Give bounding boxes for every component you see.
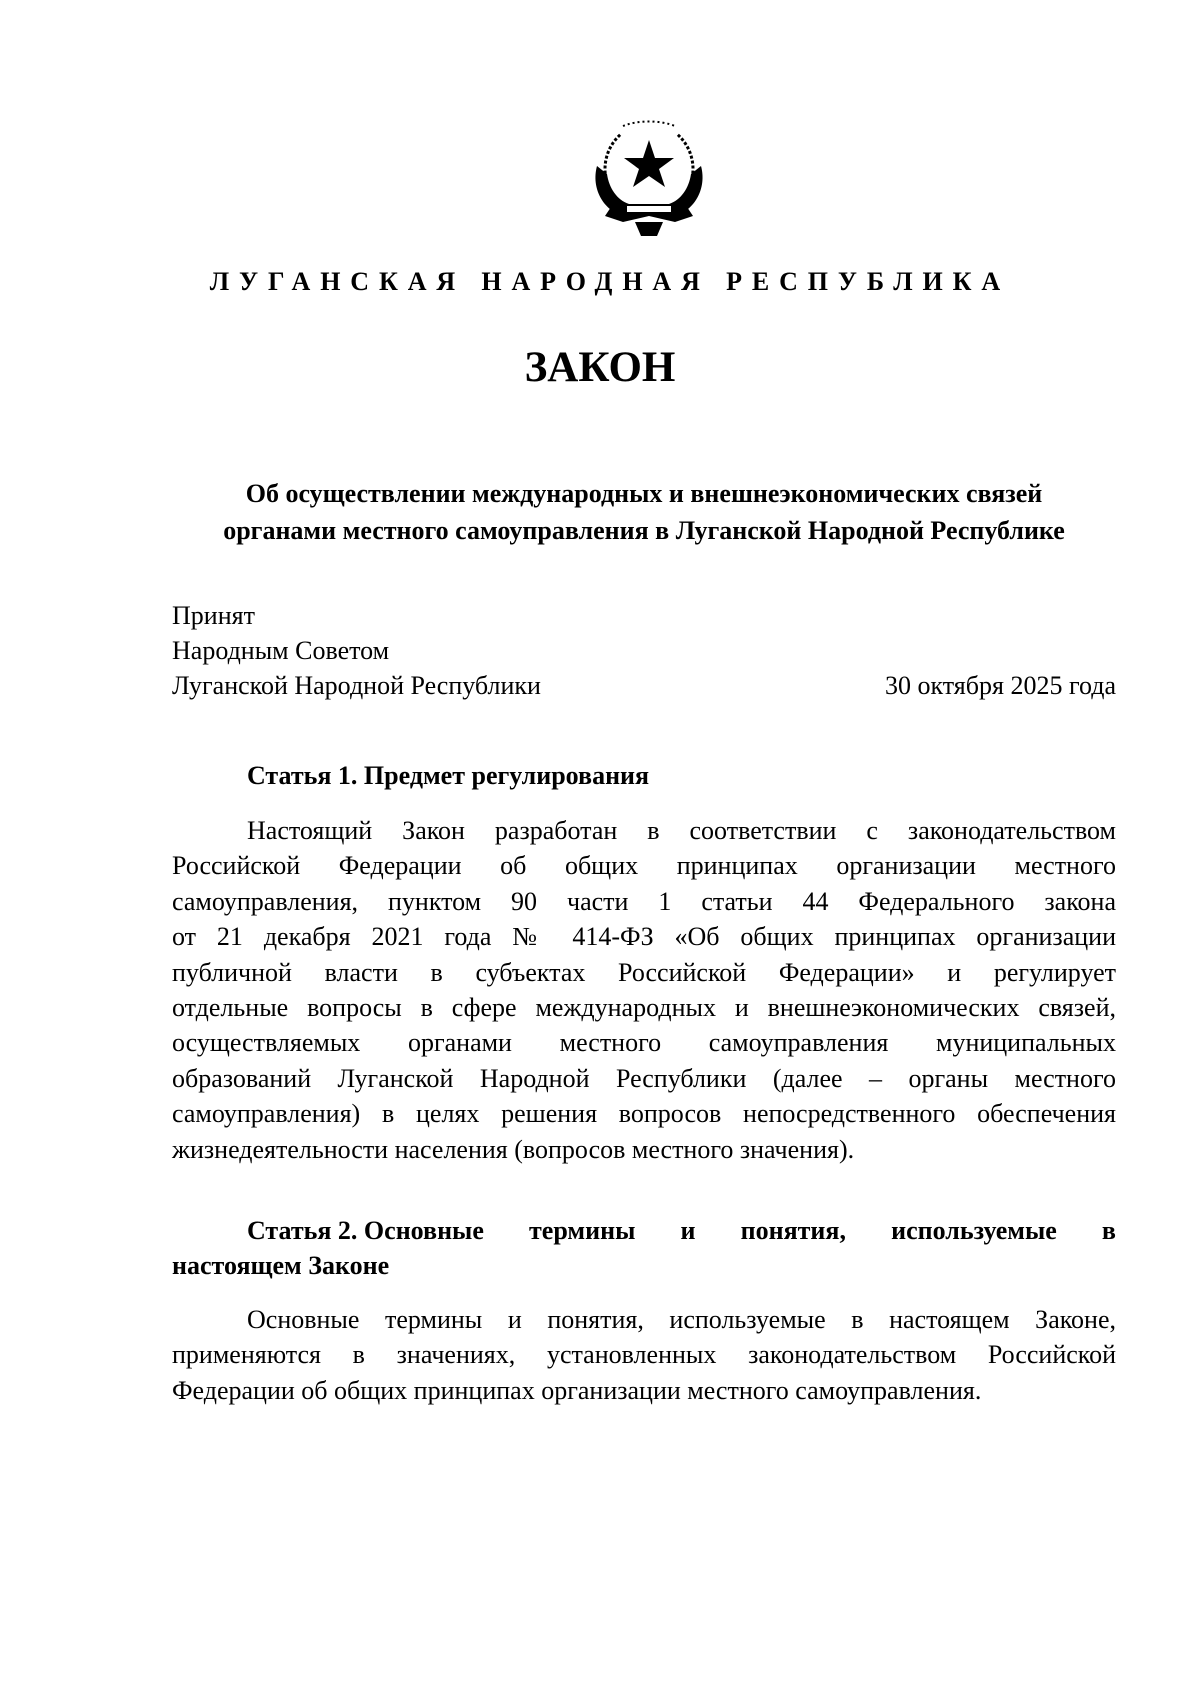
coat-of-arms-icon xyxy=(583,118,715,238)
heading-word: в xyxy=(1101,1216,1116,1245)
paragraph-line: Основные термины и понятия, используемые в настоящем Законе, xyxy=(247,1305,1116,1334)
adoption-line: Принят xyxy=(172,601,255,630)
paragraph-line: образований Луганской Народной Республики (далее – органы местного xyxy=(172,1063,1116,1093)
paragraph-line: осуществляемых органами местного самоуправления муниципальных xyxy=(172,1028,1116,1058)
law-subject-title xyxy=(172,475,1116,549)
heading-line xyxy=(172,1213,1116,1248)
article-2-paragraph xyxy=(172,1302,1116,1408)
heading-line: настоящем Законе xyxy=(172,1251,390,1281)
paragraph-line: Федерации об общих принципах организации местного самоуправления. xyxy=(172,1375,982,1405)
paragraph-line: самоуправления) в целях решения вопросов непосредственного обеспечения xyxy=(172,1099,1116,1129)
document-type-title: ЗАКОН xyxy=(524,344,676,391)
paragraph-line: Настоящий Закон разработан в соответствии с законодательством xyxy=(247,816,1116,845)
paragraph-line: применяются в значениях, установленных законодательством Российской xyxy=(172,1340,1116,1370)
adoption-block xyxy=(172,598,1116,703)
paragraph-line: жизнедеятельности населения (вопросов местного значения). xyxy=(172,1134,855,1164)
heading-word: и xyxy=(680,1216,696,1245)
adoption-date: 30 октября 2025 года xyxy=(885,671,1116,700)
heading-word: понятия, xyxy=(740,1216,846,1245)
republic-name: ЛУГАНСКАЯ НАРОДНАЯ РЕСПУБЛИКА xyxy=(209,267,1010,296)
article-1-paragraph xyxy=(172,813,1116,1167)
article-2-heading xyxy=(172,1213,1116,1284)
adoption-row xyxy=(172,668,1116,703)
paragraph-line: от 21 декабря 2021 года № 414-ФЗ «Об общих принципах организации xyxy=(172,922,1116,952)
law-subject-line: Об осуществлении международных и внешнеэкономических связей xyxy=(245,479,1043,508)
paragraph-line: публичной власти в субъектах Российской Федерации» и регулирует xyxy=(172,957,1116,987)
law-subject-line: органами местного самоуправления в Луганской Народной Республике xyxy=(223,516,1065,545)
article-1-heading: Статья 1. Предмет регулирования xyxy=(247,761,650,790)
paragraph-line: отдельные вопросы в сфере международных и внешнеэкономических связей, xyxy=(172,993,1116,1023)
adoption-line: Народным Советом xyxy=(172,636,390,665)
paragraph-line: самоуправления, пунктом 90 части 1 статьи 44 Федерального закона xyxy=(172,886,1116,916)
heading-word: Статья 2. Основные xyxy=(247,1216,484,1245)
heading-word: используемые xyxy=(891,1216,1057,1245)
paragraph-line: Российской Федерации об общих принципах организации местного xyxy=(172,851,1116,881)
heading-word: термины xyxy=(529,1216,636,1245)
adoption-line: Луганской Народной Республики xyxy=(172,671,541,700)
